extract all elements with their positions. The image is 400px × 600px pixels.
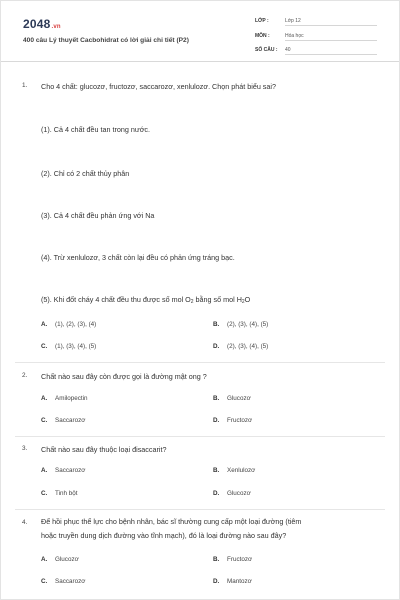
option-d[interactable] bbox=[213, 578, 252, 585]
option-c[interactable] bbox=[41, 490, 78, 497]
option-letter: D. bbox=[213, 343, 220, 350]
option-text: Glucozơ bbox=[227, 490, 251, 497]
statement-text: (5). Khi đốt cháy 4 chất đều thu được số mol O bbox=[41, 295, 191, 304]
option-d[interactable] bbox=[213, 417, 252, 424]
option-b[interactable] bbox=[213, 556, 252, 563]
option-c[interactable] bbox=[41, 578, 85, 585]
meta-value: 40 bbox=[285, 47, 377, 55]
option-letter: C. bbox=[41, 578, 48, 585]
meta-value: Hóa học bbox=[285, 33, 377, 41]
option-text: (2), (3), (4), (5) bbox=[227, 321, 269, 328]
option-d[interactable] bbox=[213, 490, 251, 497]
option-letter: C. bbox=[41, 343, 48, 350]
site-logo[interactable] bbox=[23, 17, 61, 31]
option-letter: A. bbox=[41, 467, 48, 474]
meta-label: MÔN : bbox=[255, 33, 270, 39]
option-letter: D. bbox=[213, 417, 220, 424]
option-text: (2), (3), (4), (5) bbox=[227, 343, 269, 350]
option-text: Saccarozơ bbox=[55, 467, 86, 474]
question-number: 2. bbox=[22, 372, 28, 379]
option-b[interactable] bbox=[213, 467, 255, 474]
option-text: Glucozơ bbox=[55, 556, 79, 563]
option-a[interactable] bbox=[41, 556, 79, 563]
option-text: Saccarozơ bbox=[55, 417, 86, 424]
option-c[interactable] bbox=[41, 417, 85, 424]
option-text: Tinh bột bbox=[55, 490, 78, 497]
statement-text: bằng số mol H bbox=[193, 295, 242, 304]
statement-1: (1). Cả 4 chất đều tan trong nước. bbox=[41, 125, 151, 134]
option-a[interactable] bbox=[41, 467, 85, 474]
option-letter: D. bbox=[213, 578, 220, 585]
question-number: 3. bbox=[22, 445, 28, 452]
statement-text: O bbox=[244, 295, 251, 304]
option-letter: C. bbox=[41, 417, 48, 424]
statement-3: (3). Cả 4 chất đều phản ứng với Na bbox=[41, 211, 155, 220]
divider bbox=[15, 509, 385, 510]
logo-suffix: .vn bbox=[51, 24, 61, 30]
option-text: (1), (2), (3), (4) bbox=[55, 321, 97, 328]
option-a[interactable] bbox=[41, 395, 88, 402]
option-letter: C. bbox=[41, 490, 48, 497]
option-b[interactable] bbox=[213, 321, 268, 328]
option-text: Mantozơ bbox=[227, 578, 252, 585]
option-text: Amilopectin bbox=[55, 395, 88, 402]
option-letter: A. bbox=[41, 321, 48, 328]
question-text-line-2: hoặc truyền dung dịch đường vào tĩnh mạch), đó là loại đường nào sau đây? bbox=[41, 531, 287, 540]
option-b[interactable] bbox=[213, 395, 251, 402]
logo-text: 2048 bbox=[23, 17, 51, 31]
question-number: 4. bbox=[22, 519, 28, 526]
option-letter: B. bbox=[213, 467, 220, 474]
meta-label: LỚP : bbox=[255, 18, 269, 24]
option-letter: A. bbox=[41, 556, 48, 563]
option-text: Xenlulozơ bbox=[227, 467, 256, 474]
option-letter: B. bbox=[213, 395, 220, 402]
divider bbox=[15, 362, 385, 363]
option-text: Fructozơ bbox=[227, 417, 253, 424]
meta-value: Lớp 12 bbox=[285, 18, 377, 26]
question-text: Cho 4 chất: glucozơ, fructozơ, saccarozơ, xenlulozơ. Chọn phát biểu sai? bbox=[41, 82, 276, 91]
meta-label: SỐ CÂU : bbox=[255, 47, 278, 53]
option-d[interactable] bbox=[213, 343, 268, 350]
question-text: Chất nào sau đây thuộc loại đisaccarit? bbox=[41, 445, 167, 454]
subscript: 2 bbox=[241, 299, 245, 305]
question-text: Chất nào sau đây còn được gọi là đường mật ong ? bbox=[41, 372, 207, 381]
option-text: Saccarozơ bbox=[55, 578, 86, 585]
document-header bbox=[1, 1, 399, 62]
question-number: 1. bbox=[22, 82, 28, 89]
statement-2: (2). Chỉ có 2 chất thủy phân bbox=[41, 169, 130, 178]
option-letter: B. bbox=[213, 321, 220, 328]
question-text-line-1: Để hồi phục thể lực cho bệnh nhân, bác sĩ thường cung cấp một loại đường (tiêm bbox=[41, 517, 302, 526]
option-c[interactable] bbox=[41, 343, 96, 350]
option-a[interactable] bbox=[41, 321, 96, 328]
option-text: (1), (3), (4), (5) bbox=[55, 343, 97, 350]
option-letter: B. bbox=[213, 556, 220, 563]
divider bbox=[15, 436, 385, 437]
statement-4: (4). Trừ xenlulozơ, 3 chất còn lại đều có phản ứng tráng bạc. bbox=[41, 253, 235, 262]
document-title: 400 câu Lý thuyết Cacbohidrat có lời giải chi tiết (P2) bbox=[23, 37, 189, 44]
option-letter: A. bbox=[41, 395, 48, 402]
option-text: Glucozơ bbox=[227, 395, 251, 402]
statement-5 bbox=[41, 295, 250, 304]
subscript: 2 bbox=[190, 299, 194, 305]
option-letter: D. bbox=[213, 490, 220, 497]
option-text: Fructozơ bbox=[227, 556, 253, 563]
